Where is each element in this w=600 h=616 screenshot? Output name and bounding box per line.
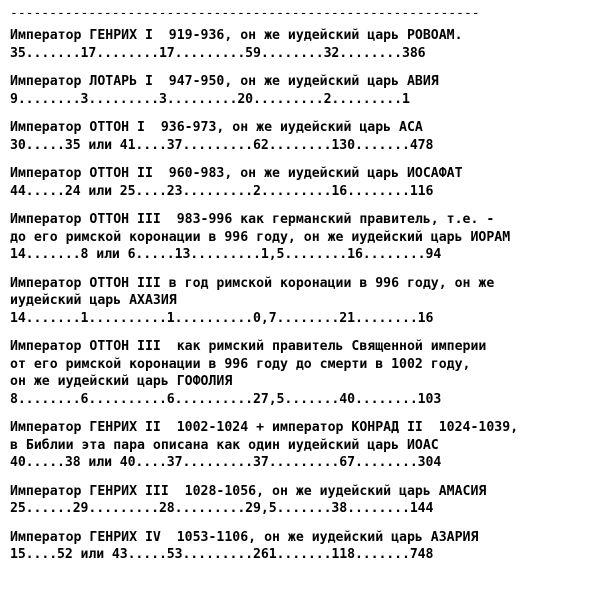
top-divider: ------------------------------------------------------------ xyxy=(10,6,480,21)
text-line: он же иудейский царь ГОФОЛИЯ xyxy=(10,374,233,389)
text-block xyxy=(10,119,592,154)
text-blocks-container xyxy=(10,27,592,564)
text-line: Император ОТТОН I 936-973, он же иудейский царь АСА xyxy=(10,120,423,135)
text-block xyxy=(10,529,592,564)
text-line: от его римской коронации в 996 году до смерти в 1002 году, xyxy=(10,356,471,372)
data-line: 14.......8 или 6.....13.........1,5........16........94 xyxy=(10,247,442,262)
text-block xyxy=(10,73,592,108)
text-line: иудейский царь АХАЗИЯ xyxy=(10,293,177,308)
text-line: Император ОТТОН III в год римской коронации в 996 году, он же xyxy=(10,275,495,291)
text-line: Император ГЕНРИХ III 1028-1056, он же иудейский царь АМАСИЯ xyxy=(10,483,487,499)
data-line: 44.....24 или 25....23.........2.........16........116 xyxy=(10,183,434,199)
data-line: 15....52 или 43.....53.........261.......118.......748 xyxy=(10,547,434,562)
text-block xyxy=(10,419,592,472)
data-line: 9........3.........3.........20.........2.........1 xyxy=(10,91,410,107)
text-block xyxy=(10,338,592,408)
text-block xyxy=(10,275,592,328)
text-line: Император ОТТОН III как римский правитель Священной империи xyxy=(10,339,487,354)
text-block xyxy=(10,165,592,200)
text-line: Император ГЕНРИХ I 919-936, он же иудейский царь РОВОАМ. xyxy=(10,28,463,43)
data-line: 35.......17........17.........59........32........386 xyxy=(10,45,426,61)
text-line: Император ОТТОН III 983-996 как германский правитель, т.е. - xyxy=(10,212,495,227)
text-line: до его римской коронации в 996 году, он же иудейский царь ИОРАМ xyxy=(10,229,511,245)
data-line: 14.......1..........1..........0,7........21........16 xyxy=(10,310,434,326)
text-line: Император ЛОТАРЬ I 947-950, он же иудейский царь АВИЯ xyxy=(10,74,439,89)
text-line: в Библии эта пара описана как один иудейский царь ИОАС xyxy=(10,437,439,453)
data-line: 8........6..........6..........27,5.......40........103 xyxy=(10,391,442,407)
data-line: 25......29.........28.........29,5.......38........144 xyxy=(10,501,434,516)
data-line: 40.....38 или 40....37.........37.........67........304 xyxy=(10,455,442,470)
text-line: Император ГЕНРИХ IV 1053-1106, он же иудейский царь АЗАРИЯ xyxy=(10,529,479,545)
text-line: Император ОТТОН II 960-983, он же иудейский царь ИОСАФАТ xyxy=(10,166,463,181)
text-block xyxy=(10,211,592,264)
text-block xyxy=(10,483,592,518)
text-block xyxy=(10,27,592,62)
text-line: Император ГЕНРИХ II 1002-1024 + император КОНРАД II 1024-1039, xyxy=(10,420,519,435)
data-line: 30.....35 или 41....37.........62........130.......478 xyxy=(10,137,434,153)
